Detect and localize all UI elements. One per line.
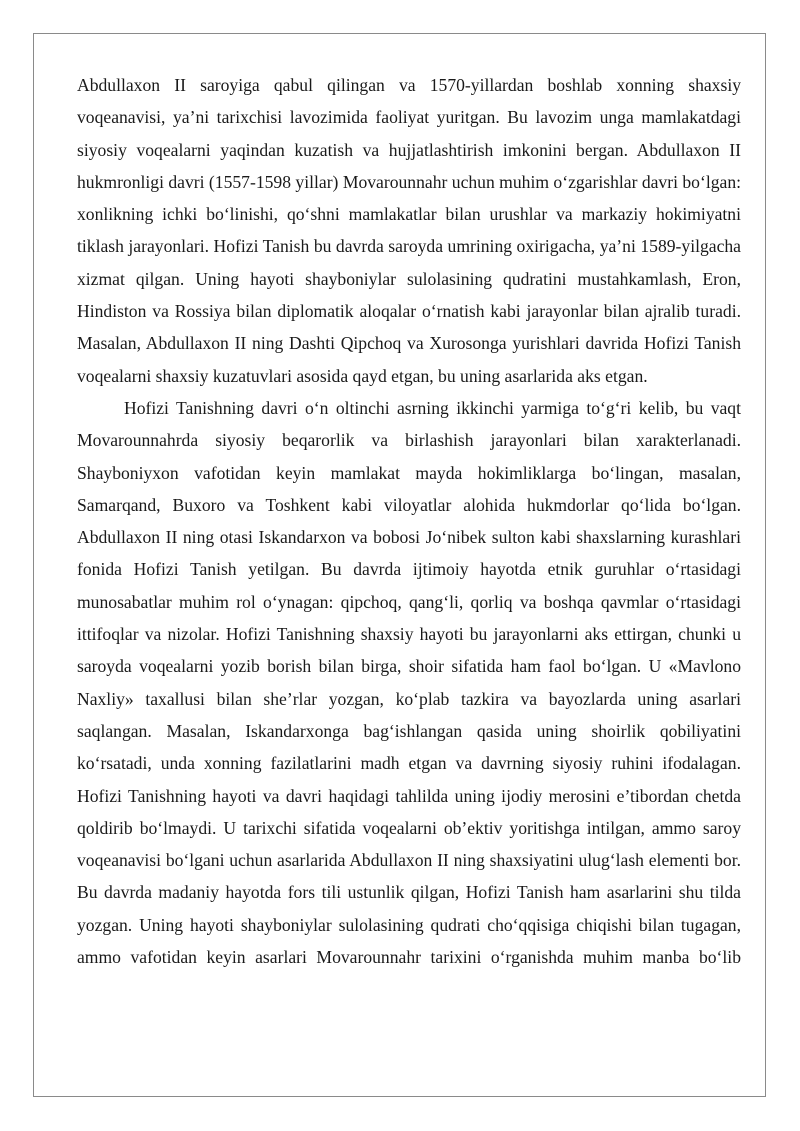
paragraph-2: Hofizi Tanishning davri o‘n oltinchi asrning ikkinchi yarmiga to‘g‘ri kelib, bu vaqt Movarounnahrda siyosiy beqarorlik va birlashish jarayonlari bilan xarakterlanadi. Shayboniyxon vafotidan keyin mamlakat mayda hokimliklarga bo‘lingan, masalan, Samarqand, Buxoro va Toshkent kabi viloyatlar alohida hukmdorlar qo‘lida bo‘lgan. Abdullaxon II ning otasi Iskandarxon va bobosi Jo‘nibek sulton kabi shaxslarning kurashlari fonida Hofizi Tanish yetilgan. Bu davrda ijtimoiy hayotda etnik guruhlar o‘rtasidagi munosabatlar muhim rol o‘ynagan: qipchoq, qang‘li, qorliq va boshqa qavmlar o‘rtasidagi ittifoqlar va nizolar. Hofizi Tanishning shaxsiy hayoti bu jarayonlarni aks ettirgan, chunki u saroyda voqealarni yozib borish bilan birga, shoir sifatida ham faol bo‘lgan. U «Mavlono Naxliy» taxallusi bilan she’rlar yozgan, ko‘plab tazkira va bayozlarda uning asarlari saqlangan. Masalan, Iskandarxonga bag‘ishlangan qasida uning shoirlik qobiliyatini ko‘rsatadi, unda xonning fazilatlarini madh etgan va davrning siyosiy ruhini ifodalagan. Hofizi Tanishning hayoti va davri haqidagi tahlilda uning ijodiy merosini e’tibordan chetda qoldirib bo‘lmaydi. U tarixchi sifatida voqealarni ob’ektiv yoritishga intilgan, ammo saroy voqeanavisi bo‘lgani uchun asarlarida Abdullaxon II ning shaxsiyatini ulug‘lash elementi bor. Bu davrda madaniy hayotda fors tili ustunlik qilgan, Hofizi Tanish ham asarlarini shu tilda yozgan. Uning hayoti shayboniylar sulolasining qudrati cho‘qqisiga chiqishi bilan tugagan, ammo vafotidan keyin asarlari Movarounnahr tarixini o‘rganishda muhim manba bo‘lib	[77, 397, 741, 968]
document-body	[77, 69, 741, 973]
paragraph-1: Abdullaxon II saroyiga qabul qilingan va 1570-yillardan boshlab xonning shaxsiy voqeanavisi, ya’ni tarixchisi lavozimida faoliyat yuritgan. Bu lavozim unga mamlakatdagi siyosiy voqealarni yaqindan kuzatish va hujjatlashtirish imkonini bergan. Abdullaxon II hukmronligi davri (1557-1598 yillar) Movarounnahr uchun muhim o‘zgarishlar davri bo‘lgan: xonlikning ichki bo‘linishi, qo‘shni mamlakatlar bilan urushlar va markaziy hokimiyatni tiklash jarayonlari. Hofizi Tanish bu davrda saroyda umrining oxirigacha, ya’ni 1589-yilgacha xizmat qilgan. Uning hayoti shayboniylar sulolasining qudratini mustahkamlash, Eron, Hindiston va Rossiya bilan diplomatik aloqalar o‘rnatish kabi jarayonlar bilan ajralib turadi. Masalan, Abdullaxon II ning Dashti Qipchoq va Xurosonga yurishlari davrida Hofizi Tanish voqealarni shaxsiy kuzatuvlari asosida qayd etgan, bu uning asarlarida aks etgan.	[77, 75, 742, 386]
